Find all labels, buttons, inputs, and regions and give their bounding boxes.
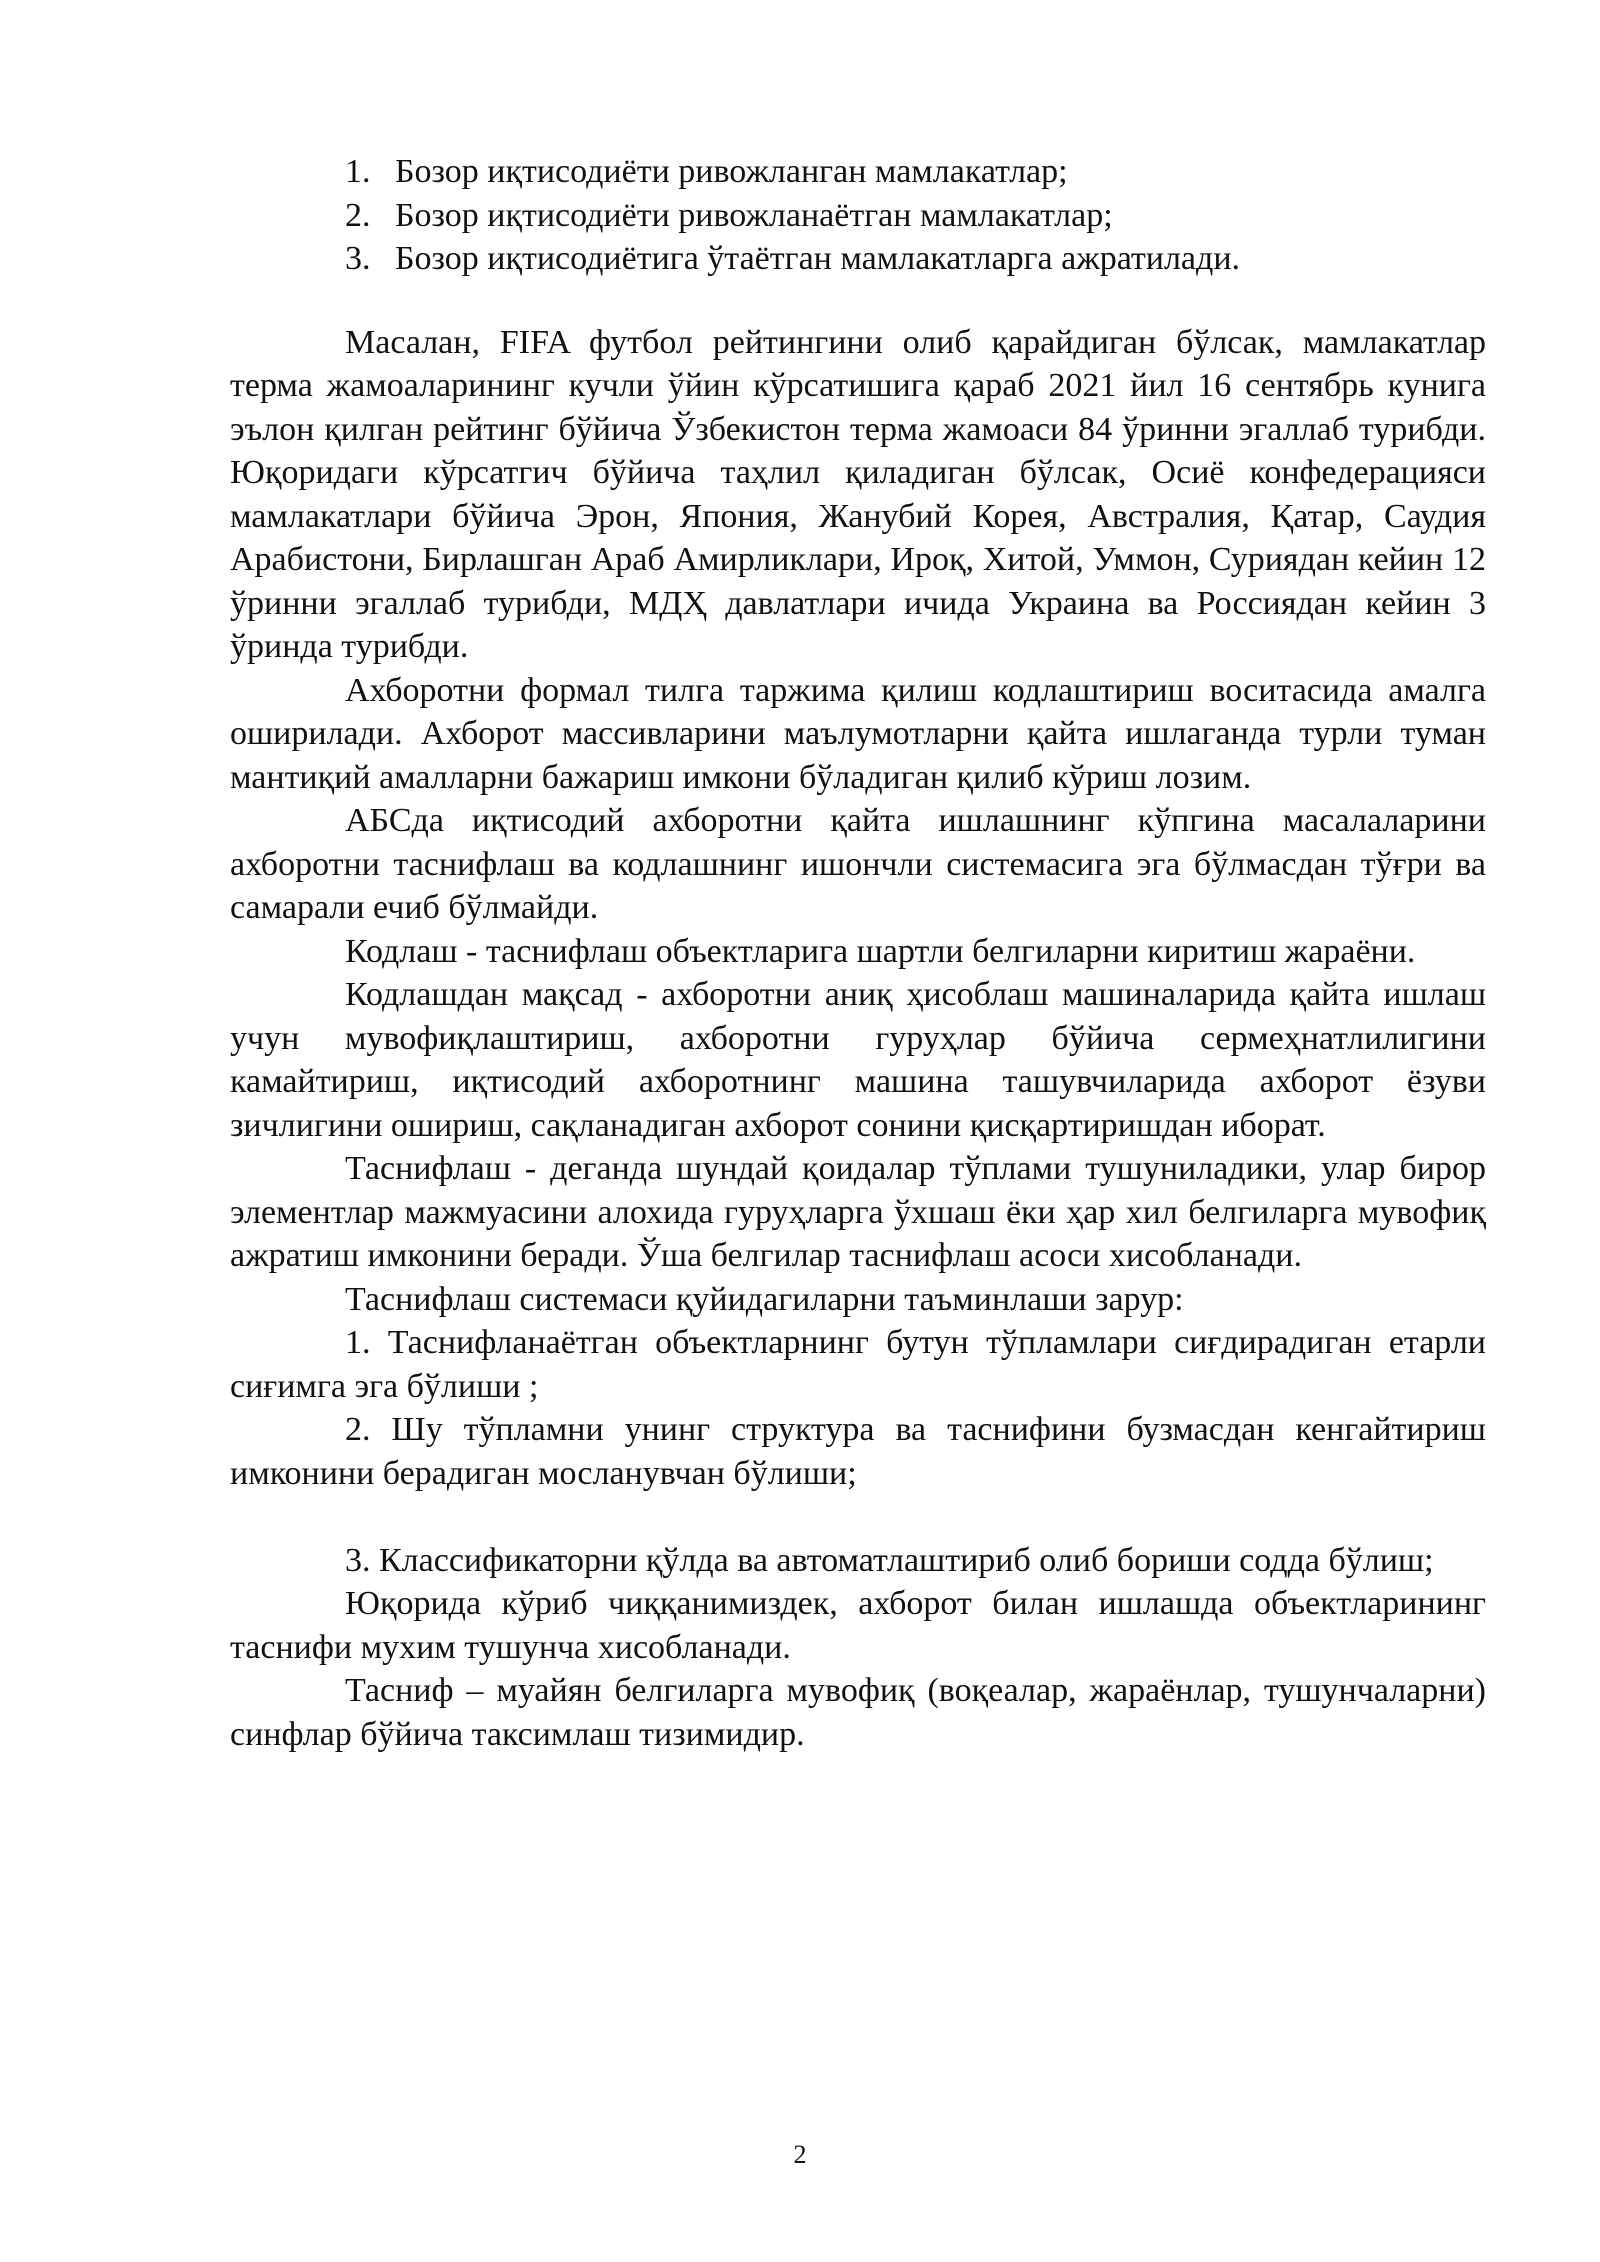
paragraph-requirement-2: 2. Шу тўпламни унинг структура ва таснифини бузмасдан кенгайтириш имконини берадиган мосланувчан бўлиши; — [230, 1411, 1486, 1492]
page-number: 2 — [793, 2140, 807, 2169]
paragraph-coding-purpose: Кодлашдан мақсад - ахборотни аниқ ҳисоблаш машиналарида қайта ишлаш учун мувофиқлаштириш, ахборотни гуруҳлар бўйича сермеҳнатлилигини камайтириш, иқтисодий ахборотнинг машина ташувчиларида ахборот ёзуви зичлигини ошириш, сақланадиган ахборот сонини қисқартиришдан иборат. — [230, 976, 1486, 1144]
list-item — [230, 237, 1486, 281]
country-category-list — [230, 150, 1486, 281]
document-page — [230, 150, 1486, 1756]
list-item-number: 2. — [345, 196, 371, 234]
paragraph-classification-requirements: Таснифлаш системаси қуйидагиларни таъминлаши зарур: — [345, 1280, 1184, 1318]
paragraph-coding-definition: Кодлаш - таснифлаш объектларига шартли белгиларни киритиш жараёни. — [345, 932, 1416, 970]
list-item-text: Бозор иқтисодиёти ривожланган мамлакатлар; — [395, 153, 1068, 190]
paragraph-classification-system: Тасниф – муайян белгиларга мувофиқ (воқеалар, жараёнлар, тушунчаларни) синфлар бўйича таксимлаш тизимидир. — [230, 1672, 1486, 1753]
list-item-text: Бозор иқтисодиётига ўтаётган мамлакатларга ажратилади. — [395, 240, 1241, 277]
list-item-text: Бозор иқтисодиёти ривожланаётган мамлакатлар; — [395, 196, 1113, 234]
list-item — [230, 194, 1486, 238]
paragraph-requirement-1: 1. Таснифланаётган объектларнинг бутун тўпламлари сиғдирадиган етарли сиғимга эга бўлиши ; — [230, 1324, 1486, 1405]
paragraph-classification-definition: Таснифлаш - деганда шундай қоидалар тўплами тушуниладики, улар бирор элементлар мажмуасини алохида гуруҳларга ўхшаш ёки ҳар хил белгиларга мувофиқ ажратиш имконини беради. Ўша белгилар таснифлаш асоси хисобланади. — [230, 1150, 1486, 1274]
list-item-number: 3. — [345, 240, 371, 277]
paragraph-abs: АБСда иқтисодий ахборотни қайта ишлашнинг кўпгина масалаларини ахборотни таснифлаш ва кодлашнинг ишончли системасига эга бўлмасдан тўғри ва самарали ечиб бўлмайди. — [230, 802, 1486, 926]
list-item — [230, 150, 1486, 194]
list-item-number: 1. — [345, 153, 371, 190]
paragraph-requirement-3: 3. Классификаторни қўлда ва автоматлаштириб олиб бориши содда бўлиш; — [345, 1541, 1434, 1579]
paragraph-formal-language: Ахборотни формал тилга таржима қилиш кодлаштириш воситасида амалга оширилади. Ахборот массивларини маълумотларни қайта ишлаганда турли туман мантиқий амалларни бажариш имкони бўладиган қилиб кўриш лозим. — [230, 671, 1486, 796]
paragraph-fifa-rating: Масалан, FIFA футбол рейтингини олиб қарайдиган бўлсак, мамлакатлар терма жамоаларининг кучли ўйин кўрсатишига қараб 2021 йил 16 сентябрь кунига эълон қилган рейтинг бўйича Ўзбекистон терма жамоаси 84 ўринни эгаллаб турибди. Юқоридаги кўрсатгич бўйича таҳлил қиладиган бўлсак, Осиё конфедерацияси мамлакатлари бўйича Эрон, Япония, Жанубий Корея, Австралия, Қатар, Саудия Арабистони, Бирлашган Араб Амирликлари, Ироқ, Хитой, Уммон, Суриядан кейин 12 ўринни эгаллаб турибди, МДҲ давлатлари ичида Украина ва Россиядан кейин 3 ўринда турибди. — [230, 323, 1486, 665]
paragraph-summary: Юқорида кўриб чиққанимиздек, ахборот билан ишлашда объектларининг таснифи мухим тушунча хисобланади. — [230, 1585, 1486, 1666]
